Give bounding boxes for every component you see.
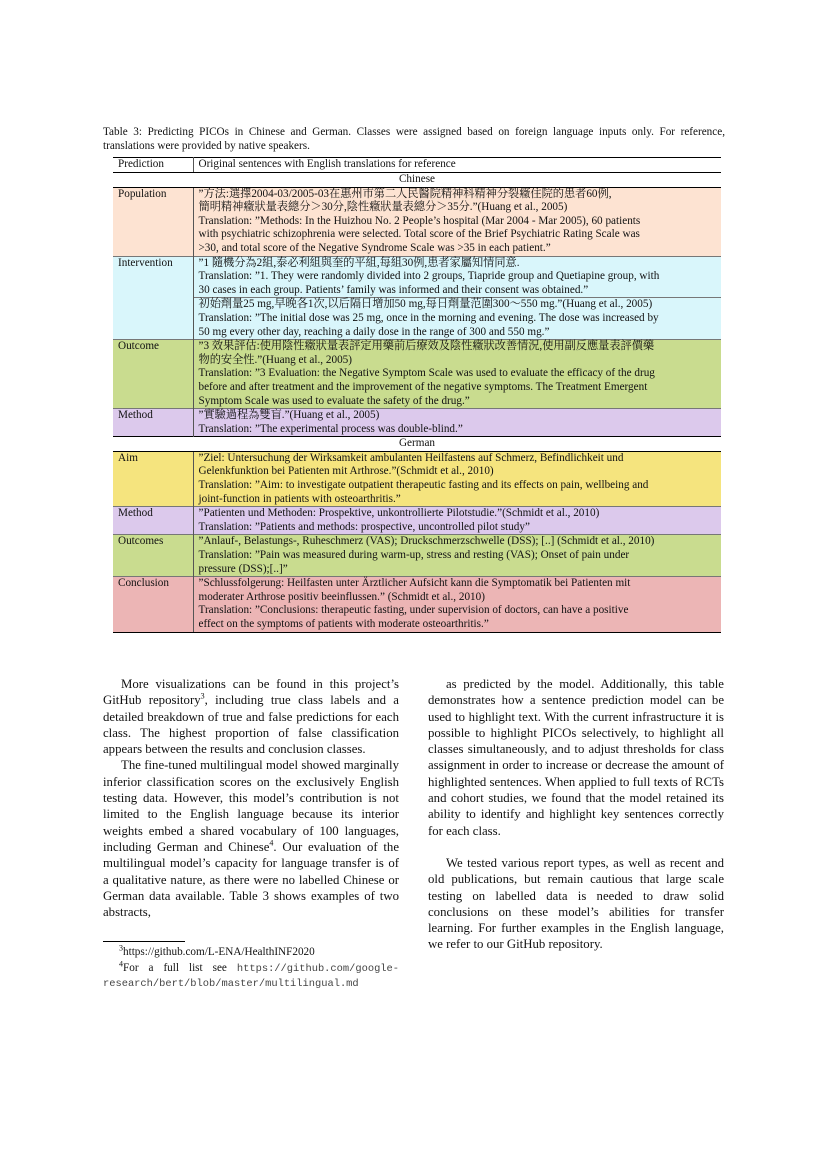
sentence-line: ”Ziel: Untersuchung der Wirksamkeit ambulanten Heilfastens auf Schmerz, Befindlichkeit und <box>198 451 624 464</box>
sentence-cell <box>193 535 721 577</box>
footnote-4 <box>103 959 400 991</box>
table-row <box>113 298 721 340</box>
left-p2-text-b: . Our evaluation of the multilingual model’s capacity for language transfer is of a qualitative nature, as there were no labelled Chinese or German data available. Table 3 shows examples of two abstracts, <box>103 839 399 920</box>
footnote-4-mark: 4 <box>119 959 123 969</box>
left-p1-text-b: , including true class labels and a detailed breakdown of true and false predictions for each class. The highest proportion of false classification appears between the results and conclusion classes. <box>103 693 399 757</box>
pico-table <box>113 157 721 633</box>
sentence-line: moderater Arthrose positiv beeinflussen.” (Schmidt et al., 2010) <box>198 590 485 603</box>
header-prediction: Prediction <box>113 158 193 173</box>
sentence-line: Translation: ”1. They were randomly divided into 2 groups, Tiapride group and Quetiapine group, with <box>198 270 660 283</box>
table-row <box>113 409 721 437</box>
sentence-line: ”方法:選擇2004-03/2005-03在惠州市第二人民醫院精神科精神分裂癥住院的患者60例, <box>198 187 612 200</box>
left-paragraph-1 <box>103 676 399 757</box>
sentence-line: 50 mg every other day, reaching a daily dose in the range of 300 and 550 mg.” <box>198 325 550 338</box>
table-row <box>113 187 721 256</box>
sentence-line: ”1 隨機分為2組,泰必利組與奎的平組,每組30例,患者家屬知情同意. <box>198 256 520 269</box>
table-row <box>113 340 721 409</box>
sentence-line: 初始劑量25 mg,早晚各1次,以后隔日增加50 mg,每日劑量范圍300～550 mg.”(Huang et al., 2005) <box>198 298 653 311</box>
sentence-line: before and after treatment and the improvement of the negative symptoms. The Treatment Emergent <box>198 380 648 393</box>
sentence-line: pressure (DSS);[..]” <box>198 562 288 575</box>
sentence-cell <box>193 340 721 409</box>
sentence-line: 物的安全性.”(Huang et al., 2005) <box>198 353 352 366</box>
sentence-line: Symptom Scale was used to evaluate the safety of the drug.” <box>198 394 470 407</box>
section-title: German <box>113 437 721 452</box>
sentence-line: 30 cases in each group. Patients’ family was informed and their consent was obtained.” <box>198 283 589 296</box>
sentence-line: joint-function in patients with osteoarthritis.” <box>198 492 401 505</box>
prediction-label: Intervention <box>113 256 193 298</box>
prediction-label: Conclusion <box>113 577 193 632</box>
sentence-cell <box>193 451 721 506</box>
right-paragraph-1: as predicted by the model. Additionally, this table demonstrates how a sentence prediction model can be used to highlight text. With the current infrastructure it is possible to highlight PICOs selectively, to highlight all classes simultaneously, and to adjust thresholds for class assignment in order to increase or decrease the amount of highlighted sentences. When applied to full texts of RCTs and cohort studies, we found that the model retained its ability to identify and highlight key sentences correctly for each class. <box>428 677 724 838</box>
right-column <box>428 676 724 953</box>
prediction-label: Outcome <box>113 340 193 409</box>
sentence-line: 簡明精神癥狀量表總分＞30分,陰性癥狀量表總分＞35分.”(Huang et al., 2005) <box>198 201 568 214</box>
sentence-cell <box>193 187 721 256</box>
sentence-cell <box>193 409 721 437</box>
sentence-line: Translation: ”Methods: In the Huizhou No. 2 People’s hospital (Mar 2004 - Mar 2005), 60 patients <box>198 214 641 227</box>
sentence-line: Translation: ”Conclusions: therapeutic fasting, under supervision of doctors, can have a positive <box>198 604 629 617</box>
footnote-4-text: For a full list see <box>123 962 227 974</box>
section-row <box>113 437 721 452</box>
section-row <box>113 173 721 188</box>
footnote-3-mark: 3 <box>119 943 123 953</box>
table-row <box>113 577 721 632</box>
prediction-label: Population <box>113 187 193 256</box>
footnote-4-link[interactable]: https://github.com/google-research/bert/blob/master/multilingual.md <box>103 963 400 990</box>
sentence-cell <box>193 298 721 340</box>
footnote-ref-4[interactable]: 4 <box>269 838 274 848</box>
right-paragraph-2: We tested various report types, as well as recent and old publications, but remain cautious that large scale testing on labelled data is needed to draw solid conclusions on these model’s abilities for transfer learning. For further examples in the English language, we refer to our GitHub repository. <box>428 855 724 952</box>
sentence-line: with psychiatric schizophrenia were selected. Total score of the Brief Psychiatric Rating Scale was <box>198 228 640 241</box>
footnote-divider <box>103 941 185 942</box>
sentence-line: Translation: ”Patients and methods: prospective, uncontrolled pilot study” <box>198 520 530 533</box>
table-row <box>113 451 721 506</box>
sentence-line: Translation: ”3 Evaluation: the Negative Symptom Scale was used to evaluate the efficacy of the drug <box>198 367 655 380</box>
sentence-line: Gelenkfunktion bei Patienten mit Arthrose.”(Schmidt et al., 2010) <box>198 465 494 478</box>
table-header-row <box>113 158 721 173</box>
header-sentences: Original sentences with English translations for reference <box>193 158 721 173</box>
footnote-ref-3[interactable]: 3 <box>200 692 205 702</box>
sentence-line: ”3 效果評估:使用陰性癥狀量表評定用藥前后療效及陰性癥狀改善情況,使用副反應量表評價藥 <box>198 340 655 353</box>
left-paragraph-2 <box>103 757 399 920</box>
left-p2-text-a: The fine-tuned multilingual model showed marginally inferior classification scores on the exclusively English testing data. However, this model’s contribution is not limited to the English language because its interior weights embed a shared vocabulary of 100 languages, including German and Chinese <box>103 758 399 854</box>
sentence-line: >30, and total score of the Negative Syndrome Scale was >35 in each patient.” <box>198 241 551 254</box>
table-row <box>113 507 721 535</box>
footnote-3-link[interactable]: https://github.com/L-ENA/HealthINF2020 <box>123 946 315 958</box>
sentence-cell <box>193 577 721 632</box>
table-row <box>113 535 721 577</box>
sentence-line: ”實驗過程為雙盲.”(Huang et al., 2005) <box>198 409 380 422</box>
prediction-label <box>113 298 193 340</box>
prediction-label: Method <box>113 507 193 535</box>
left-column <box>103 676 399 920</box>
footnote-3 <box>103 943 399 960</box>
sentence-line: Translation: ”Pain was measured during warm-up, stress and resting (VAS); Onset of pain under <box>198 549 630 562</box>
sentence-line: ”Anlauf-, Belastungs-, Ruheschmerz (VAS); Druckschmerzschwelle (DSS); [..] (Schmidt et al., 2010) <box>198 535 655 548</box>
sentence-line: ”Schlussfolgerung: Heilfasten unter Ärztlicher Aufsicht kann die Symptomatik bei Patienten mit <box>198 577 631 590</box>
table-row <box>113 256 721 298</box>
sentence-line: Translation: ”The experimental process was double-blind.” <box>198 422 463 435</box>
prediction-label: Method <box>113 409 193 437</box>
sentence-line: Translation: ”The initial dose was 25 mg, once in the morning and evening. The dose was increased by <box>198 311 659 324</box>
sentence-cell <box>193 256 721 298</box>
left-p1-text-a: More visualizations can be found in this project’s GitHub repository <box>103 677 399 708</box>
prediction-label: Aim <box>113 451 193 506</box>
prediction-label: Outcomes <box>113 535 193 577</box>
sentence-line: ”Patienten und Methoden: Prospektive, unkontrollierte Pilotstudie.”(Schmidt et al., 2010) <box>198 507 600 520</box>
section-title: Chinese <box>113 173 721 188</box>
sentence-line: Translation: ”Aim: to investigate outpatient therapeutic fasting and its effects on pain, wellbeing and <box>198 479 649 492</box>
sentence-cell <box>193 507 721 535</box>
sentence-line: effect on the symptoms of patients with moderate osteoarthritis.” <box>198 618 489 630</box>
table-caption: Table 3: Predicting PICOs in Chinese and German. Classes were assigned based on foreign language inputs only. For reference, translations were provided by native speakers. <box>103 126 725 152</box>
